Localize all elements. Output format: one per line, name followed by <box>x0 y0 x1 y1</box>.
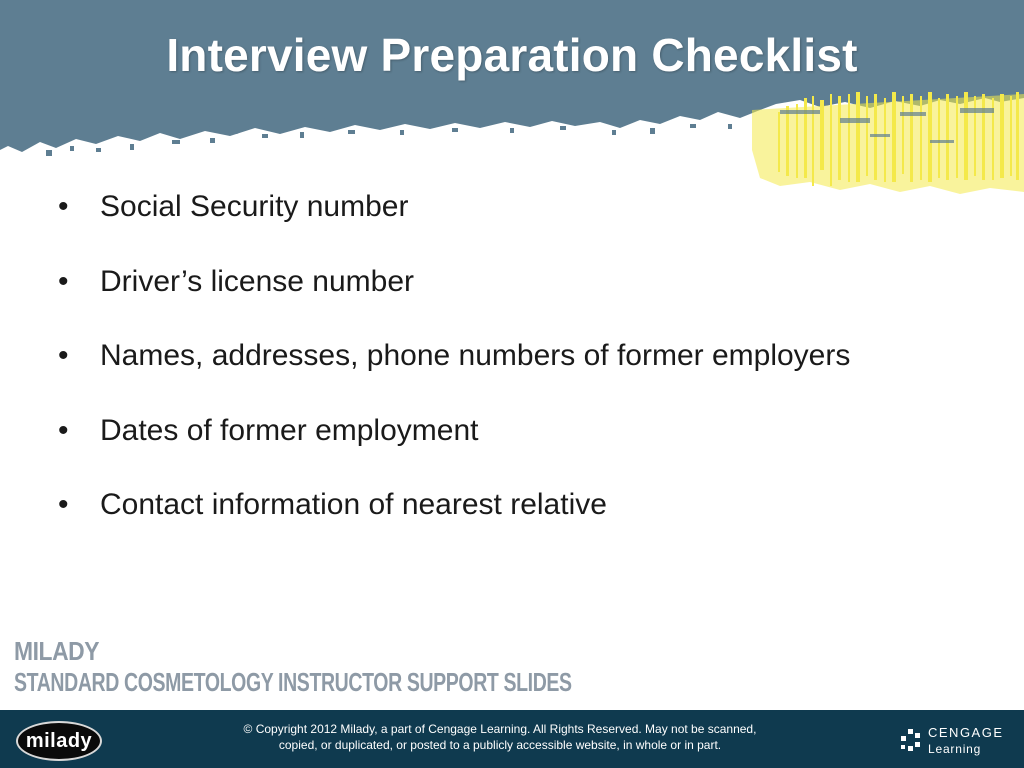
list-item <box>58 261 998 336</box>
bullet-icon: • <box>58 190 69 223</box>
list-item-text: Contact information of nearest relative <box>100 488 607 521</box>
bullet-icon: • <box>58 264 69 298</box>
list-item <box>58 335 998 410</box>
header-banner <box>0 0 1024 200</box>
list-item-text: Dates of former employment <box>100 413 479 447</box>
slide-title: Interview Preparation Checklist <box>166 29 858 81</box>
checklist <box>58 186 998 559</box>
list-item <box>58 410 998 485</box>
copyright-line: copied, or duplicated, or posted to a publicly accessible website, in whole or in part. <box>278 738 722 752</box>
cengage-wordmark: CENGAGE <box>928 725 1004 740</box>
series-branding <box>14 636 758 698</box>
list-item-text: Names, addresses, phone numbers of former employers <box>100 339 851 372</box>
list-item-text: Social Security number <box>100 190 409 223</box>
brand-name: MILADY <box>14 636 100 666</box>
yellow-accent <box>752 92 1024 194</box>
copyright-notice <box>200 721 800 753</box>
bullet-icon: • <box>58 413 69 447</box>
cengage-mark-icon <box>898 727 924 753</box>
list-item-text: Driver’s license number <box>100 264 415 298</box>
list-item <box>58 186 998 261</box>
bullet-icon: • <box>58 488 69 521</box>
learning-wordmark: Learning <box>928 742 982 756</box>
footer-bar <box>0 710 1024 768</box>
list-item <box>58 484 998 559</box>
bullet-icon: • <box>58 339 69 372</box>
milady-logo: milady <box>16 721 102 761</box>
series-title: STANDARD COSMETOLOGY INSTRUCTOR SUPPORT SLIDES <box>14 667 572 697</box>
cengage-logo <box>898 725 1008 759</box>
copyright-line: © Copyright 2012 Milady, a part of Cengage Learning. All Rights Reserved. May not be scanned, <box>243 722 757 736</box>
